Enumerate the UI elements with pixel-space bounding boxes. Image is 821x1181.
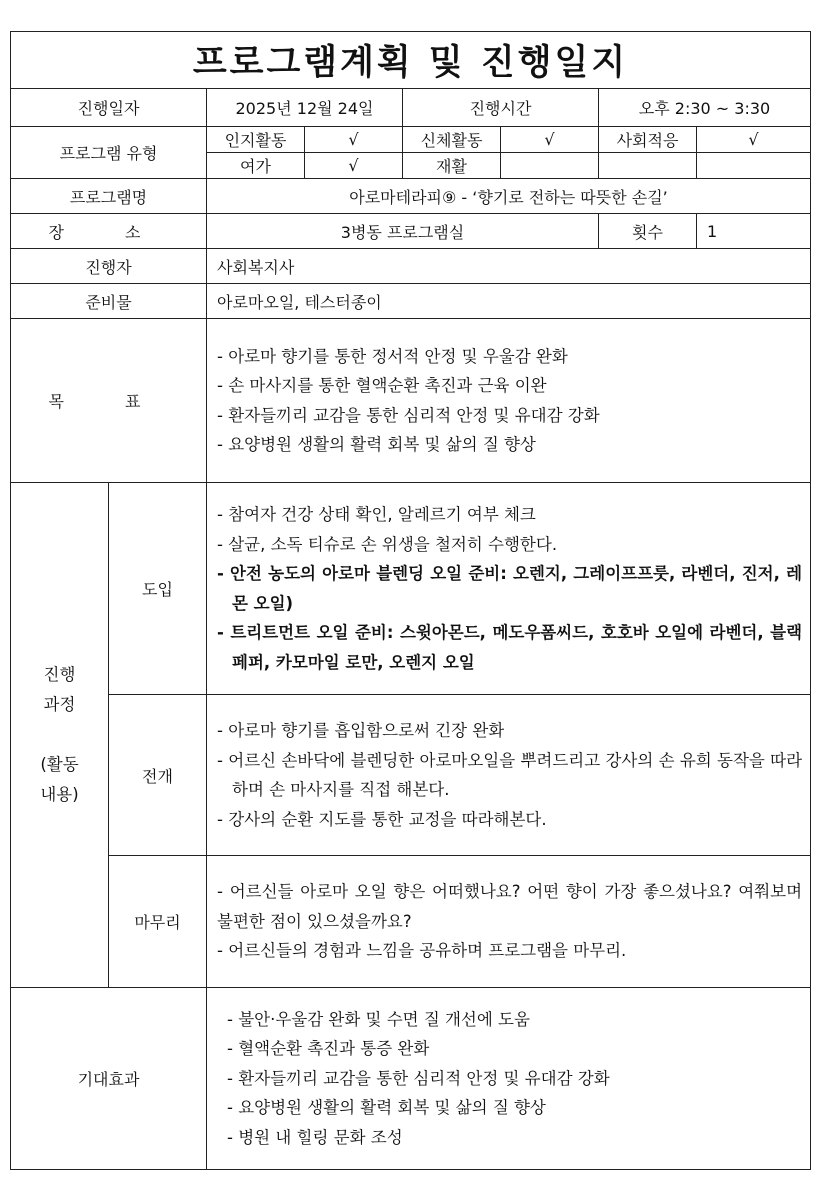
intro-row <box>11 483 811 695</box>
develop-item: - 아로마 향기를 흡입함으로써 긴장 완화 <box>217 721 505 740</box>
intro-list <box>207 483 811 695</box>
closing-list <box>207 856 811 988</box>
facilitator-value: 사회복지사 <box>207 249 811 284</box>
goals-list <box>207 319 811 483</box>
process-label-3: (활동 <box>40 755 79 774</box>
effect-item: - 불안·우울감 완화 및 수면 질 개선에 도움 <box>227 1009 530 1029</box>
time-label: 진행시간 <box>403 89 599 127</box>
intro-item: - 살균, 소독 티슈로 손 위생을 철저히 수행한다. <box>217 534 558 554</box>
materials-row <box>11 284 811 319</box>
time-value: 오후 2:30 ~ 3:30 <box>599 89 811 127</box>
goals-row <box>11 319 811 483</box>
program-type-label: 프로그램 유형 <box>11 127 207 179</box>
place-value: 3병동 프로그램실 <box>207 214 599 249</box>
intro-item-bold: - 안전 농도의 아로마 블렌딩 오일 준비: 오렌지, 그레이프프룻, 라벤더, 진저, 레몬 오일) <box>217 564 803 613</box>
facilitator-row <box>11 249 811 284</box>
closing-row <box>11 856 811 988</box>
program-log-table <box>10 31 811 1170</box>
date-value: 2025년 12월 24일 <box>207 89 403 127</box>
program-name-label: 프로그램명 <box>11 179 207 214</box>
develop-label: 전개 <box>109 695 207 856</box>
goals-label: 목 표 <box>11 319 207 483</box>
goal-item: - 아로마 향기를 통한 정서적 안정 및 우울감 완화 <box>217 346 568 366</box>
type-leisure: 여가 <box>207 153 305 179</box>
develop-item: - 강사의 순환 지도를 통한 교정을 따라해본다. <box>217 809 547 829</box>
effect-item: - 병원 내 힐링 문화 조성 <box>227 1127 403 1147</box>
program-name-value: 아로마테라피⑨ - ‘향기로 전하는 따뜻한 손길’ <box>207 179 811 214</box>
materials-value: 아로마오일, 테스터종이 <box>207 284 811 319</box>
goal-item: - 손 마사지를 통한 혈액순환 촉진과 근육 이완 <box>217 376 547 395</box>
develop-item: - 어르신 손바닥에 블렌딩한 아로마오일을 뿌려드리고 강사의 손 유희 동작을 따라하며 손 마사지를 직접 해본다. <box>217 750 803 799</box>
process-label-4: 내용) <box>40 785 79 804</box>
document-title: 프로그램계획 및 진행일지 <box>11 32 811 89</box>
count-label: 횟수 <box>599 214 697 249</box>
place-row <box>11 214 811 249</box>
type-rehab-check <box>501 153 599 179</box>
program-name-row <box>11 179 811 214</box>
process-label-spacer <box>11 720 108 750</box>
effect-item: - 환자들끼리 교감을 통한 심리적 안정 및 유대감 강화 <box>227 1068 610 1088</box>
type-leisure-check: √ <box>305 153 403 179</box>
effects-label: 기대효과 <box>11 988 207 1170</box>
closing-item: - 어르신들의 경험과 느낌을 공유하며 프로그램을 마무리. <box>217 941 627 961</box>
intro-label: 도입 <box>109 483 207 695</box>
process-label <box>11 483 109 988</box>
effects-row <box>11 988 811 1170</box>
facilitator-label: 진행자 <box>11 249 207 284</box>
program-type-row-1 <box>11 127 811 153</box>
program-log-document <box>10 31 810 1170</box>
type-physical: 신체활동 <box>403 127 501 153</box>
place-label: 장 소 <box>11 214 207 249</box>
count-value: 1 <box>697 214 811 249</box>
develop-row <box>11 695 811 856</box>
type-cognitive: 인지활동 <box>207 127 305 153</box>
develop-list <box>207 695 811 856</box>
date-row <box>11 89 811 127</box>
effect-item: - 혈액순환 촉진과 통증 완화 <box>227 1039 430 1059</box>
goal-item: - 요양병원 생활의 활력 회복 및 삶의 질 향상 <box>217 435 536 454</box>
effects-list <box>207 988 811 1170</box>
intro-item: - 참여자 건강 상태 확인, 알레르기 여부 체크 <box>217 505 536 524</box>
type-physical-check: √ <box>501 127 599 153</box>
type-social: 사회적응 <box>599 127 697 153</box>
process-label-1: 진행 <box>43 665 76 684</box>
type-rehab: 재활 <box>403 153 501 179</box>
closing-item: - 어르신들 아로마 오일 향은 어떠했나요? 어떤 향이 가장 좋으셨나요? 여쭤보며 불편한 점이 있으셨을까요? <box>217 882 803 931</box>
goal-item: - 환자들끼리 교감을 통한 심리적 안정 및 유대감 강화 <box>217 405 600 425</box>
date-label: 진행일자 <box>11 89 207 127</box>
type-empty-1 <box>599 153 697 179</box>
type-empty-2 <box>697 153 811 179</box>
type-cognitive-check: √ <box>305 127 403 153</box>
type-social-check: √ <box>697 127 811 153</box>
title-row <box>11 32 811 89</box>
intro-item-bold: - 트리트먼트 오일 준비: 스윗아몬드, 메도우폼씨드, 호호바 오일에 라벤더, 블랙페퍼, 카모마일 로만, 오렌지 오일 <box>217 623 803 672</box>
process-label-2: 과정 <box>43 695 76 714</box>
effect-item: - 요양병원 생활의 활력 회복 및 삶의 질 향상 <box>227 1098 546 1118</box>
materials-label: 준비물 <box>11 284 207 319</box>
closing-label: 마무리 <box>109 856 207 988</box>
